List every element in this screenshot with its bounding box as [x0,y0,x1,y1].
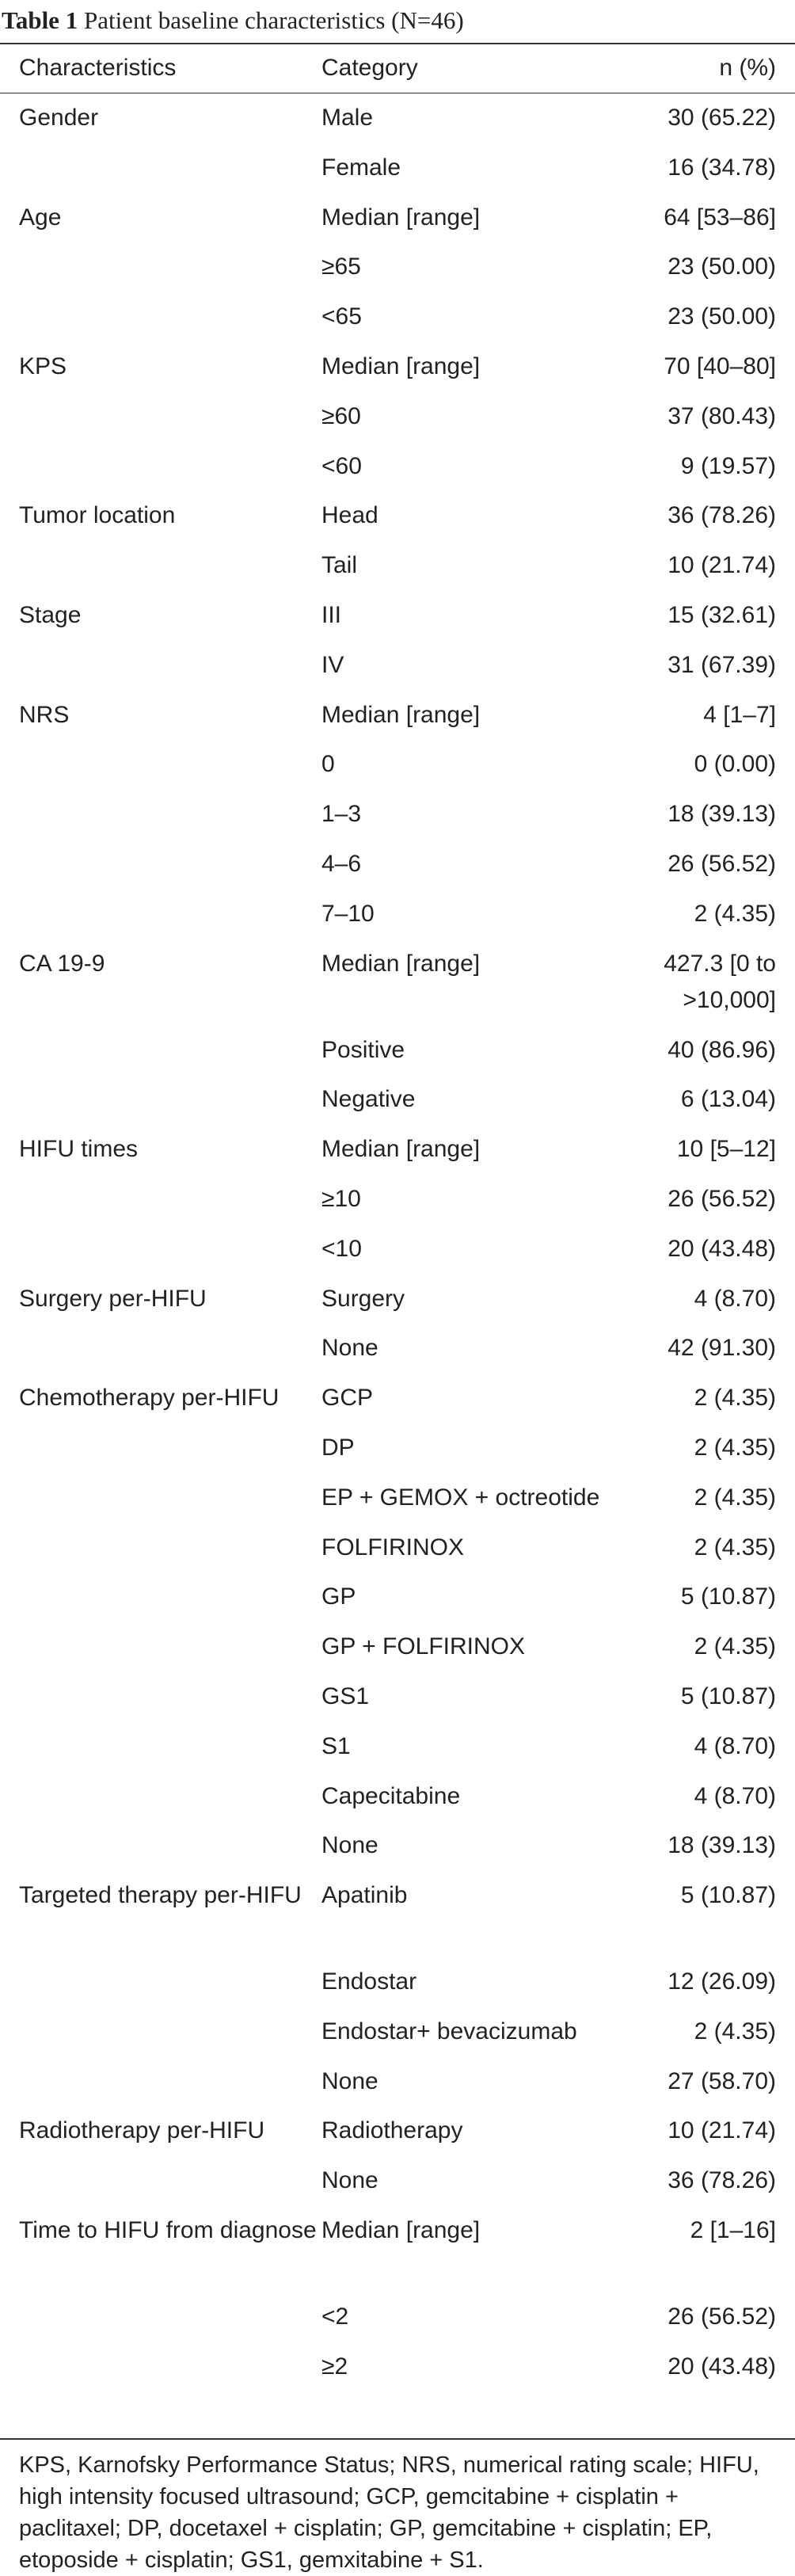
value-cell: 16 (34.78) [668,154,776,181]
value-cell: 36 (78.26) [668,502,776,529]
category-cell: Positive [321,1036,405,1063]
category-cell: ≥60 [321,402,361,429]
category-cell: <60 [321,452,362,479]
value-cell: 42 (91.30) [668,1335,776,1362]
value-cell: 2 [1–16] [690,2217,776,2244]
category-cell: IV [321,651,344,678]
value-cell: 2 (4.35) [694,1434,776,1461]
table-row [0,1075,795,1125]
value-cell: 2 (4.35) [694,1385,776,1412]
table-row [0,1871,795,1957]
value-cell: 5 (10.87) [680,1583,776,1610]
value-cell: 23 (50.00) [668,303,776,330]
table-row [0,2156,795,2206]
table-row [0,491,795,541]
value-cell: 2 (4.35) [694,900,776,927]
value-cell: 0 (0.00) [694,751,776,778]
value-cell: 5 (10.87) [680,1682,776,1709]
category-cell: Median [range] [321,1136,481,1163]
value-cell: 40 (86.96) [668,1036,776,1063]
value-cell: 27 (58.70) [668,2067,776,2094]
table-row [0,691,795,741]
value-cell: 20 (43.48) [668,1235,776,1262]
bottom-rule [0,2438,795,2440]
value-cell: 2 (4.35) [694,1633,776,1660]
category-cell: GS1 [321,1682,370,1709]
category-cell: <2 [321,2304,349,2330]
value-cell: 10 (21.74) [668,552,776,579]
category-cell: 4–6 [321,850,362,877]
table-row [0,1957,795,2007]
value-cell: 5 (10.87) [680,1882,776,1909]
table-row [0,1275,795,1324]
characteristic-cell: Chemotherapy per-HIFU [19,1385,280,1412]
category-cell: 1–3 [321,801,362,828]
characteristic-cell: Surgery per-HIFU [19,1285,207,1312]
category-cell: None [321,2167,378,2194]
category-cell: Male [321,105,374,131]
category-cell: Endostar+ bevacizumab [321,2018,577,2044]
table-row [0,193,795,243]
value-cell: 23 (50.00) [668,253,776,280]
category-cell: None [321,1335,378,1362]
table-row [0,1473,795,1523]
table-row [0,840,795,890]
table-row [0,1622,795,1672]
category-cell: Female [321,154,401,181]
category-cell: FOLFIRINOX [321,1534,465,1560]
value-cell: 4 (8.70) [694,1285,776,1312]
value-cell: 4 (8.70) [694,1782,776,1809]
characteristic-cell: Tumor location [19,502,176,529]
table-footnote: KPS, Karnofsky Performance Status; NRS, numerical rating scale; HIFU, high intensity focused ultrasound; GCP, gemcitabine + cisplatin + paclitaxel; DP, docetaxel + cisplatin; GP, gemcitabine + cisplatin; EP, etoposide + cisplatin; GS1, gemxitabine + S1. [19,2452,759,2573]
value-cell: 31 (67.39) [668,651,776,678]
table-row [0,1672,795,1722]
characteristic-cell: Gender [19,105,99,131]
value-cell: 2 (4.35) [694,2018,776,2044]
column-header-category: Category [321,55,418,81]
value-cell: 26 (56.52) [668,850,776,877]
category-cell: Median [range] [321,2217,481,2244]
category-cell: Head [321,502,378,529]
characteristic-cell: KPS [19,352,67,379]
table-row [0,1523,795,1573]
characteristic-cell: Age [19,204,62,231]
table-row [0,790,795,840]
category-cell: Tail [321,552,358,579]
category-cell: Surgery [321,1285,405,1312]
category-cell: Median [range] [321,950,481,977]
table-row [0,292,795,342]
value-cell: 15 (32.61) [668,601,776,628]
value-cell: 26 (56.52) [668,2304,776,2330]
table-row [0,342,795,392]
category-cell: GP + FOLFIRINOX [321,1633,526,1660]
table-row [0,1722,795,1772]
category-cell: Median [range] [321,204,481,231]
table-row [0,2007,795,2057]
value-cell: 12 (26.09) [668,1968,776,1995]
value-cell: 10 (21.74) [668,2117,776,2144]
value-cell: 9 (19.57) [680,452,776,479]
table-row [0,93,795,143]
category-cell: Capecitabine [321,1782,461,1809]
table-row [0,392,795,442]
characteristic-cell: NRS [19,701,70,728]
value-cell: 18 (39.13) [668,1832,776,1859]
table-row [0,1572,795,1622]
table-row [0,1423,795,1473]
table-row [0,1026,795,1076]
category-cell: GCP [321,1385,374,1412]
table-row [0,541,795,591]
category-cell: Median [range] [321,352,481,379]
category-cell: GP [321,1583,356,1610]
table-row [0,1821,795,1871]
column-header-characteristics: Characteristics [19,55,177,81]
category-cell: <10 [321,1235,362,1262]
category-cell: EP + GEMOX + octreotide [321,1484,600,1511]
category-cell: ≥65 [321,253,361,280]
table-row [0,1125,795,1175]
table-label: Table 1 [2,6,78,34]
category-cell: ≥10 [321,1185,361,1212]
category-cell: 0 [321,751,335,778]
category-cell: Apatinib [321,1882,408,1909]
value-cell: 4 (8.70) [694,1732,776,1759]
value-cell: 70 [40–80] [664,352,776,379]
category-cell: Radiotherapy [321,2117,463,2144]
table-row [0,2057,795,2107]
table-row [0,939,795,1026]
table-row [0,442,795,492]
table-row [0,242,795,292]
characteristic-cell: CA 19-9 [19,950,105,977]
value-cell: 10 [5–12] [676,1136,776,1163]
table-row [0,2342,795,2392]
table-row [0,2292,795,2342]
table-row [0,1374,795,1423]
category-cell: None [321,2067,378,2094]
table-row [0,1225,795,1275]
category-cell: Median [range] [321,701,481,728]
value-cell: 26 (56.52) [668,1185,776,1212]
table-row [0,2206,795,2292]
value-cell: 36 (78.26) [668,2167,776,2194]
value-cell: 2 (4.35) [694,1534,776,1560]
category-cell: 7–10 [321,900,375,927]
characteristic-cell: Time to HIFU from diagnose [19,2217,317,2244]
category-cell: DP [321,1434,355,1461]
value-cell: 37 (80.43) [668,402,776,429]
column-header-n-percent: n (%) [719,55,776,81]
category-cell: Endostar [321,1968,417,1995]
category-cell: Negative [321,1086,416,1113]
category-cell: III [321,601,342,628]
category-cell: None [321,1832,378,1859]
table-row [0,641,795,691]
table-row [0,591,795,641]
table-row [0,890,795,939]
table-body [0,93,795,2392]
value-cell: 4 [1–7] [703,701,776,728]
table-row [0,1772,795,1822]
category-cell: S1 [321,1732,351,1759]
value-cell: 6 (13.04) [680,1086,776,1113]
value-cell: 20 (43.48) [668,2353,776,2380]
top-rule [0,43,795,44]
table-row [0,1324,795,1374]
value-cell: 64 [53–86] [664,204,776,231]
table-title: Patient baseline characteristics (N=46) [83,6,464,34]
characteristic-cell: Targeted therapy per-HIFU [19,1882,302,1909]
value-cell: 2 (4.35) [694,1484,776,1511]
characteristic-cell: Stage [19,601,82,628]
characteristic-cell: HIFU times [19,1136,138,1163]
characteristic-cell: Radiotherapy per-HIFU [19,2117,265,2144]
category-cell: ≥2 [321,2353,348,2380]
table-caption [2,5,464,36]
table-row [0,143,795,193]
value-cell: 427.3 [0 to >10,000] [664,950,776,1013]
table-row [0,2106,795,2156]
table-row [0,740,795,790]
value-cell: 18 (39.13) [668,801,776,828]
table-row [0,1175,795,1225]
category-cell: <65 [321,303,362,330]
value-cell: 30 (65.22) [668,105,776,131]
